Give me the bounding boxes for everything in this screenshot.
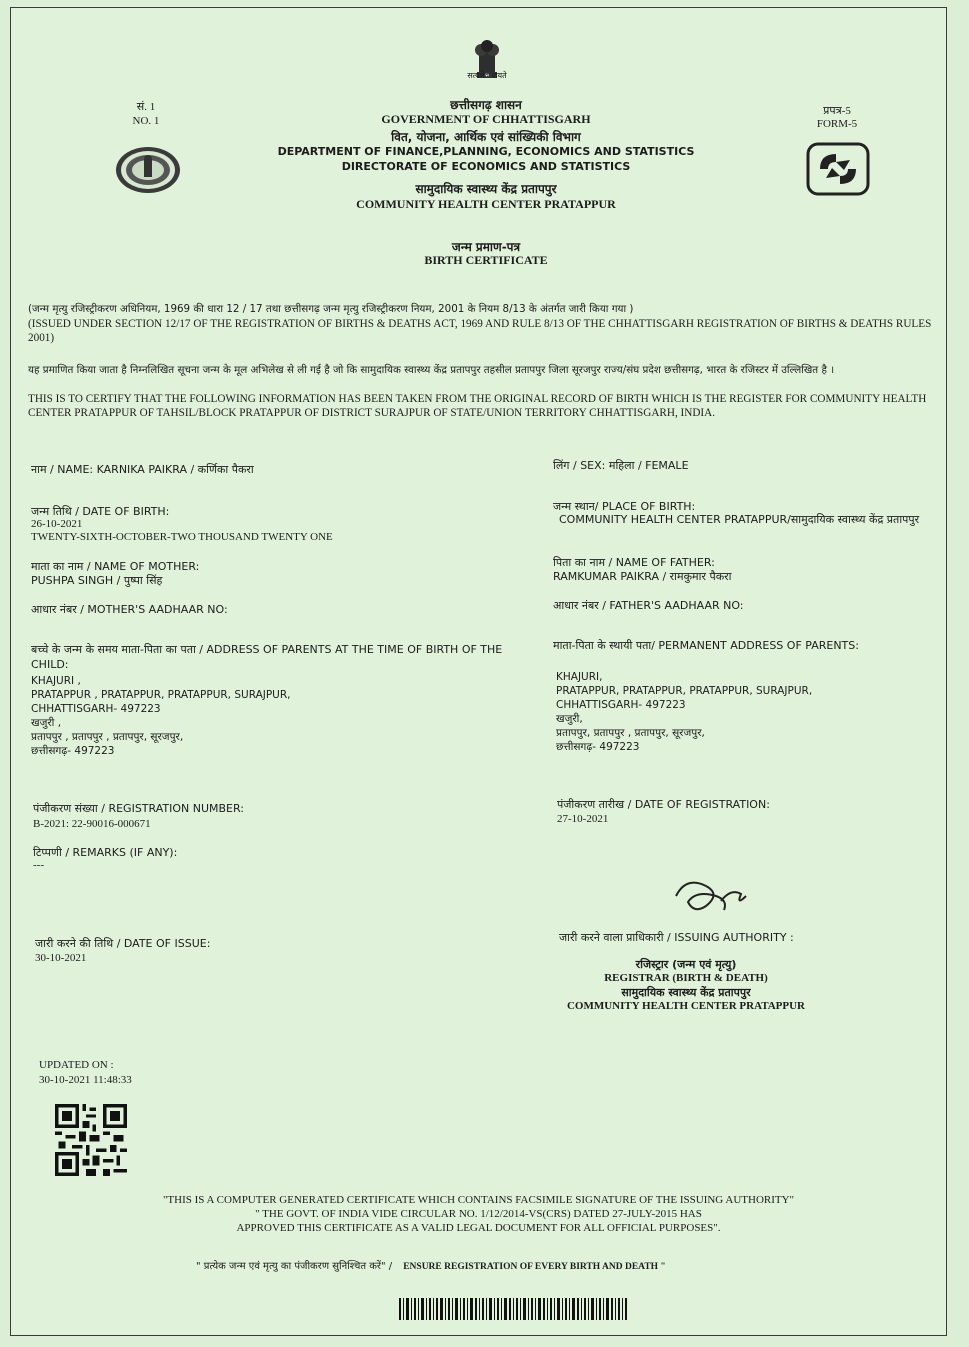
footer-computer-generated: "THIS IS A COMPUTER GENERATED CERTIFICATE WHICH CONTAINS FACSIMILE SIGNATURE OF THE ISSUING AUTHORITY"	[162, 1194, 795, 1206]
permanent-address-value: KHAJURI, PRATAPPUR, PRATAPPUR, PRATAPPUR, SURAJPUR, CHHATTISGARH- 497223 खजुरी, प्रतापपुर, प्रतापपुर , प्रतापपुर, सूरजपुर, छत्तीसगढ़- 497223	[556, 671, 813, 753]
remarks-label: टिप्पणी / REMARKS (IF ANY):	[33, 846, 178, 859]
registration-number-value: B-2021: 22-90016-000671	[33, 818, 151, 830]
form-hi: प्रपत्र-5	[823, 105, 851, 117]
slogan-hi: " प्रत्येक जन्म एवं मृत्यु का पंजीकरण सुनिश्चित करें" /	[196, 1261, 393, 1272]
state-title-hi: छत्तीसगढ़ शासन	[450, 98, 522, 112]
father-name-label: पिता का नाम / NAME OF FATHER:	[553, 556, 715, 569]
address-at-birth-value: KHAJURI , PRATAPPUR , PRATAPPUR, PRATAPPUR, SURAJPUR, CHHATTISGARH- 497223 खजुरी , प्रतापपुर , प्रतापपुर , प्रतापपुर, सूरजपुर, छत्तीसगढ़- 497223	[31, 675, 291, 757]
father-name-value: RAMKUMAR PAIKRA / रामकुमार पैकरा	[553, 570, 732, 583]
dob-in-words: TWENTY-SIXTH-OCTOBER-TWO THOUSAND TWENTY ONE	[31, 531, 333, 543]
footer-circular: " THE GOVT. OF INDIA VIDE CIRCULAR NO. 1/12/2014-VS(CRS) DATED 27-JULY-2015 HAS	[255, 1208, 702, 1220]
issue-date-value: 30-10-2021	[35, 952, 87, 964]
issuing-authority-label: जारी करने वाला प्राधिकारी / ISSUING AUTHORITY :	[559, 931, 794, 944]
updated-on-value: 30-10-2021 11:48:33	[39, 1074, 132, 1086]
address-at-birth-label: बच्चे के जन्म के समय माता-पिता का पता / ADDRESS OF PARENTS AT THE TIME OF BIRTH OF THE CHILD:	[31, 643, 503, 671]
qr-code-icon	[55, 1104, 127, 1176]
permanent-address-label: माता-पिता के स्थायी पता/ PERMANENT ADDRESS OF PARENTS:	[553, 639, 859, 652]
emblem-motto: सत्यमेव जयते	[467, 71, 507, 80]
certify-statement-hi: यह प्रमाणित किया जाता है निम्नलिखित सूचना जन्म के मूल अभिलेख से ली गई है जो कि सामुदायिक स्वास्थ्य केंद्र प्रतापपुर तहसील प्रतापपुर जिला सूरजपुर राज्य/संघ प्रदेश छत्तीसगढ़, भारत के रजिस्टर में उल्लिखित है ।	[28, 364, 835, 376]
certificate-page	[10, 7, 947, 1336]
directorate-en: DIRECTORATE OF ECONOMICS AND STATISTICS	[341, 160, 631, 173]
remarks-value: ---	[33, 859, 44, 871]
crs-logo-icon	[806, 142, 870, 196]
number-en: NO. 1	[132, 115, 160, 127]
updated-on-label: UPDATED ON :	[39, 1059, 114, 1071]
pob-label: जन्म स्थान/ PLACE OF BIRTH:	[553, 500, 696, 513]
issued-under-en: (ISSUED UNDER SECTION 12/17 OF THE REGISTRATION OF BIRTHS & DEATHS ACT, 1969 AND RULE 8/13 OF THE CHHATTISGARH REGISTRATION OF BIRTHS & DEATHS RULES 2001)	[28, 318, 932, 344]
certificate-title-en: BIRTH CERTIFICATE	[424, 253, 548, 267]
number-hi: सं. 1	[136, 101, 156, 113]
registrar-signature-icon	[666, 866, 756, 926]
certificate-title-hi: जन्म प्रमाण-पत्र	[451, 240, 521, 254]
child-name: नाम / NAME: KARNIKA PAIKRA / कर्णिका पैकरा	[31, 463, 254, 476]
certify-statement-en: THIS IS TO CERTIFY THAT THE FOLLOWING INFORMATION HAS BEEN TAKEN FROM THE ORIGINAL RECORD OF BIRTH WHICH IS THE REGISTER FOR COMMUNITY HEALTH CENTER PRATAPPUR OF TAHSIL/BLOCK PRATAPPUR OF DISTRICT SURAJPUR OF STATE/UNION TERRITORY CHHATTISGARH, INDIA.	[28, 393, 927, 419]
issued-under-hi: (जन्म मृत्यु रजिस्ट्रीकरण अधिनियम, 1969 की धारा 12 / 17 तथा छत्तीसगढ़ जन्म मृत्यु रजिस्ट्रीकरण नियम, 2001 के नियम 8/13 के अंतर्गत जारी किया गया )	[28, 303, 634, 315]
barcode-icon	[399, 1298, 627, 1320]
registrar-en: REGISTRAR (BIRTH & DEATH)	[604, 972, 768, 984]
issue-date-label: जारी करने की तिथि / DATE OF ISSUE:	[35, 937, 211, 950]
mother-name-value: PUSHPA SINGH / पुष्पा सिंह	[31, 574, 163, 587]
dob-label: जन्म तिथि / DATE OF BIRTH:	[31, 505, 170, 518]
registrar-center-en: COMMUNITY HEALTH CENTER PRATAPPUR	[566, 1000, 806, 1012]
registration-date-label: पंजीकरण तारीख / DATE OF REGISTRATION:	[557, 798, 770, 811]
state-title-en: GOVERNMENT OF CHHATTISGARH	[381, 112, 591, 126]
registrar-hi: रजिस्ट्रार (जन्म एवं मृत्यु)	[635, 958, 737, 971]
department-hi: वित, योजना, आर्थिक एवं सांख्यिकी विभाग	[391, 130, 581, 144]
registrar-center-hi: सामुदायिक स्वास्थ्य केंद्र प्रतापपुर	[621, 986, 751, 999]
center-en: COMMUNITY HEALTH CENTER PRATAPPUR	[356, 197, 616, 211]
dob-value: 26-10-2021	[31, 518, 83, 530]
pob-value: COMMUNITY HEALTH CENTER PRATAPPUR/सामुदायिक स्वास्थ्य केंद्र प्रतापपुर	[559, 513, 920, 526]
footer-slogan	[196, 1254, 666, 1273]
registration-date-value: 27-10-2021	[557, 813, 609, 825]
slogan-en: ENSURE REGISTRATION OF EVERY BIRTH AND DEATH "	[403, 1262, 666, 1272]
form-en: FORM-5	[816, 118, 858, 130]
registration-number-label: पंजीकरण संख्या / REGISTRATION NUMBER:	[33, 802, 245, 815]
mother-name-label: माता का नाम / NAME OF MOTHER:	[31, 560, 200, 573]
father-aadhaar-label: आधार नंबर / FATHER'S AADHAAR NO:	[553, 599, 744, 612]
mother-aadhaar-label: आधार नंबर / MOTHER'S AADHAAR NO:	[31, 603, 228, 616]
department-en: DEPARTMENT OF FINANCE,PLANNING, ECONOMICS AND STATISTICS	[277, 145, 695, 158]
sex-value: लिंग / SEX: महिला / FEMALE	[553, 459, 689, 472]
center-hi: सामुदायिक स्वास्थ्य केंद्र प्रतापपुर	[415, 182, 557, 196]
footer-approval: APPROVED THIS CERTIFICATE AS A VALID LEGAL DOCUMENT FOR ALL OFFICIAL PURPOSES".	[236, 1222, 721, 1234]
chhattisgarh-seal-icon	[114, 145, 182, 195]
